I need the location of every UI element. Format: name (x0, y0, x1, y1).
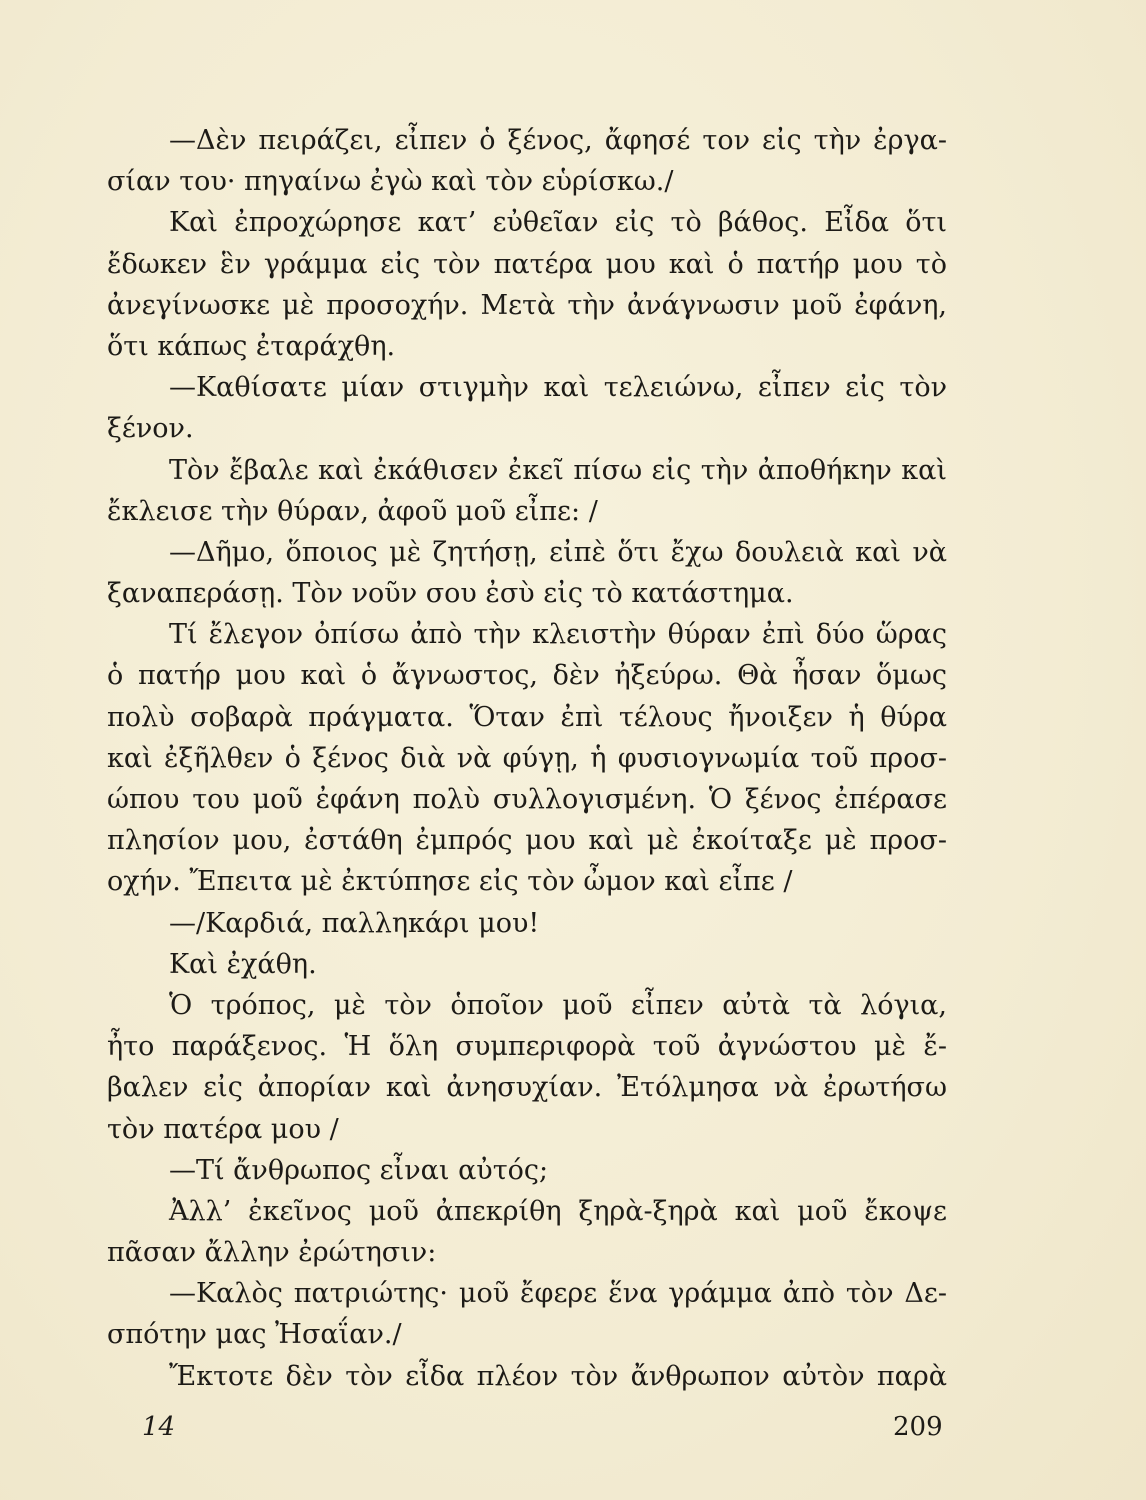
text-line: Καὶ ἐχάθη. (169, 948, 317, 980)
text-line: ἔδωκεν ἓν γράμμα εἰς τὸν πατέρα μου καὶ ὁ πατήρ μου τὸ (107, 248, 947, 280)
page-text (107, 120, 947, 1397)
text-line: καὶ ἐξῆλθεν ὁ ξένος διὰ νὰ φύγῃ, ἡ φυσιογνωμία τοῦ προσ- (107, 742, 947, 774)
page-footer (0, 1412, 1146, 1452)
text-line: βαλεν εἰς ἀπορίαν καὶ ἀνησυχίαν. Ἐτόλμησα νὰ ἐρωτήσω (107, 1072, 947, 1104)
text-line: Ἀλλ’ ἐκεῖνος μοῦ ἀπεκρίθη ξηρὰ-ξηρὰ καὶ μοῦ ἔκοψε (169, 1195, 947, 1227)
text-line: πλησίον μου, ἐστάθη ἐμπρός μου καὶ μὲ ἐκοίταξε μὲ προσ- (107, 825, 947, 857)
signature-mark: 14 (142, 1412, 176, 1442)
text-line: πολὺ σοβαρὰ πράγματα. Ὅταν ἐπὶ τέλους ἤνοιξεν ἡ θύρα (107, 701, 947, 733)
text-line: ὁ πατήρ μου καὶ ὁ ἄγνωστος, δὲν ἠξεύρω. Θὰ ἦσαν ὅμως (107, 660, 947, 692)
text-line: ξένον. (107, 413, 194, 445)
text-line: —Δὲν πειράζει, εἶπεν ὁ ξένος, ἄφησέ τον εἰς τὴν ἐργα- (169, 125, 947, 156)
text-line: Τί ἔλεγον ὀπίσω ἀπὸ τὴν κλειστὴν θύραν ἐπὶ δύο ὥρας (169, 619, 947, 651)
page-number: 209 (893, 1412, 943, 1442)
text-line: ἔκλεισε τὴν θύραν, ἀφοῦ μοῦ εἶπε: / (107, 495, 598, 527)
text-line: Ὁ τρόπος, μὲ τὸν ὁποῖον μοῦ εἶπεν αὐτὰ τὰ λόγια, (169, 989, 947, 1021)
text-line: σίαν του· πηγαίνω ἐγὼ καὶ τὸν εὑρίσκω./ (107, 166, 674, 198)
text-line: —Καλὸς πατριώτης· μοῦ ἔφερε ἕνα γράμμα ἀπὸ τὸν Δε- (169, 1278, 947, 1310)
text-line: Ἔκτοτε δὲν τὸν εἶδα πλέον τὸν ἄνθρωπον αὐτὸν παρὰ (169, 1360, 947, 1392)
text-line: ἦτο παράξενος. Ἡ ὅλη συμπεριφορὰ τοῦ ἀγνώστου μὲ ἔ- (107, 1031, 947, 1063)
text-line: οχήν. Ἔπειτα μὲ ἐκτύπησε εἰς τὸν ὦμον καὶ εἶπε / (107, 866, 793, 898)
text-line: —Δῆμο, ὅποιος μὲ ζητήσῃ, εἰπὲ ὅτι ἔχω δουλειὰ καὶ νὰ (169, 536, 947, 568)
text-line: πᾶσαν ἄλλην ἐρώτησιν: (107, 1237, 437, 1269)
text-line: ἀνεγίνωσκε μὲ προσοχήν. Μετὰ τὴν ἀνάγνωσιν μοῦ ἐφάνη, (107, 289, 947, 321)
text-line: —/Καρδιά, παλληκάρι μου! (169, 907, 540, 939)
text-line: —Καθίσατε μίαν στιγμὴν καὶ τελειώνω, εἶπεν εἰς τὸν (169, 372, 947, 404)
text-line: σπότην μας Ἠσαΐαν./ (107, 1319, 402, 1351)
text-line: ὅτι κάπως ἐταράχθη. (107, 330, 396, 362)
text-line: ξαναπεράσῃ. Τὸν νοῦν σου ἐσὺ εἰς τὸ κατάστημα. (107, 578, 794, 610)
text-line: ώπου του μοῦ ἐφάνη πολὺ συλλογισμένη. Ὁ ξένος ἐπέρασε (107, 784, 947, 815)
text-line: Τὸν ἔβαλε καὶ ἐκάθισεν ἐκεῖ πίσω εἰς τὴν ἀποθήκην καὶ (169, 454, 947, 486)
text-line: —Τί ἄνθρωπος εἶναι αὐτός; (169, 1154, 549, 1186)
text-line: Καὶ ἐπροχώρησε κατ’ εὐθεῖαν εἰς τὸ βάθος. Εἶδα ὅτι (169, 207, 947, 239)
text-line: τὸν πατέρα μου / (107, 1113, 339, 1145)
